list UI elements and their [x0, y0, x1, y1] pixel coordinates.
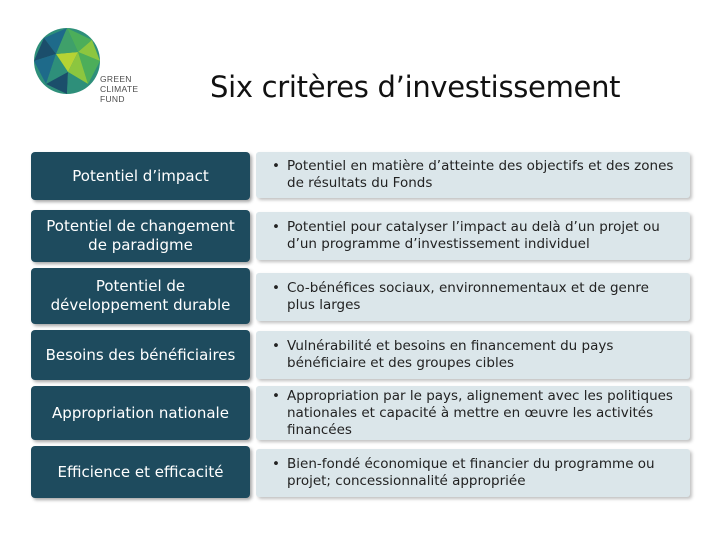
bullet: •: [272, 280, 280, 296]
criterion-description: [256, 152, 690, 198]
page-title: Six critères d’investissement: [210, 70, 621, 104]
criterion-label: Efficience et efficacité: [31, 446, 250, 498]
criterion-label: Potentiel de changement de paradigme: [31, 210, 250, 262]
bullet: •: [272, 338, 280, 354]
globe-logo-icon: [32, 26, 102, 96]
logo-word-2: CLIMATE: [100, 84, 139, 94]
criterion-description: [256, 386, 690, 440]
criterion-label: Appropriation nationale: [31, 386, 250, 440]
logo-wordmark: [100, 74, 138, 104]
criterion-description: [256, 212, 690, 260]
criterion-description: [256, 273, 690, 321]
criterion-label: Potentiel d’impact: [31, 152, 250, 200]
description-text: Bien-fondé économique et financier du programme ou projet; concessionnalité appropriée: [287, 456, 655, 489]
logo-word-1: GREEN: [100, 74, 132, 84]
description-text: Vulnérabilité et besoins en financement du pays bénéficiaire et des groupes cibles: [287, 338, 614, 371]
description-text: Co-bénéfices sociaux, environnementaux et de genre plus larges: [287, 280, 649, 313]
criterion-description: [256, 331, 690, 379]
bullet: •: [272, 387, 280, 404]
bullet: •: [272, 158, 280, 174]
bullet: •: [272, 456, 280, 472]
criterion-label: Besoins des bénéficiaires: [31, 330, 250, 380]
logo-word-3: FUND: [100, 94, 125, 104]
description-text: Appropriation par le pays, alignement avec les politiques nationales et capacité à mettre en œuvre les activités financées: [287, 387, 673, 438]
description-text: Potentiel en matière d’atteinte des objectifs et des zones de résultats du Fonds: [287, 158, 674, 191]
criterion-description: [256, 449, 690, 497]
description-text: Potentiel pour catalyser l’impact au delà d’un projet ou d’un programme d’investissement individuel: [287, 219, 660, 252]
bullet: •: [272, 219, 280, 235]
criterion-label: Potentiel de développement durable: [31, 268, 250, 324]
